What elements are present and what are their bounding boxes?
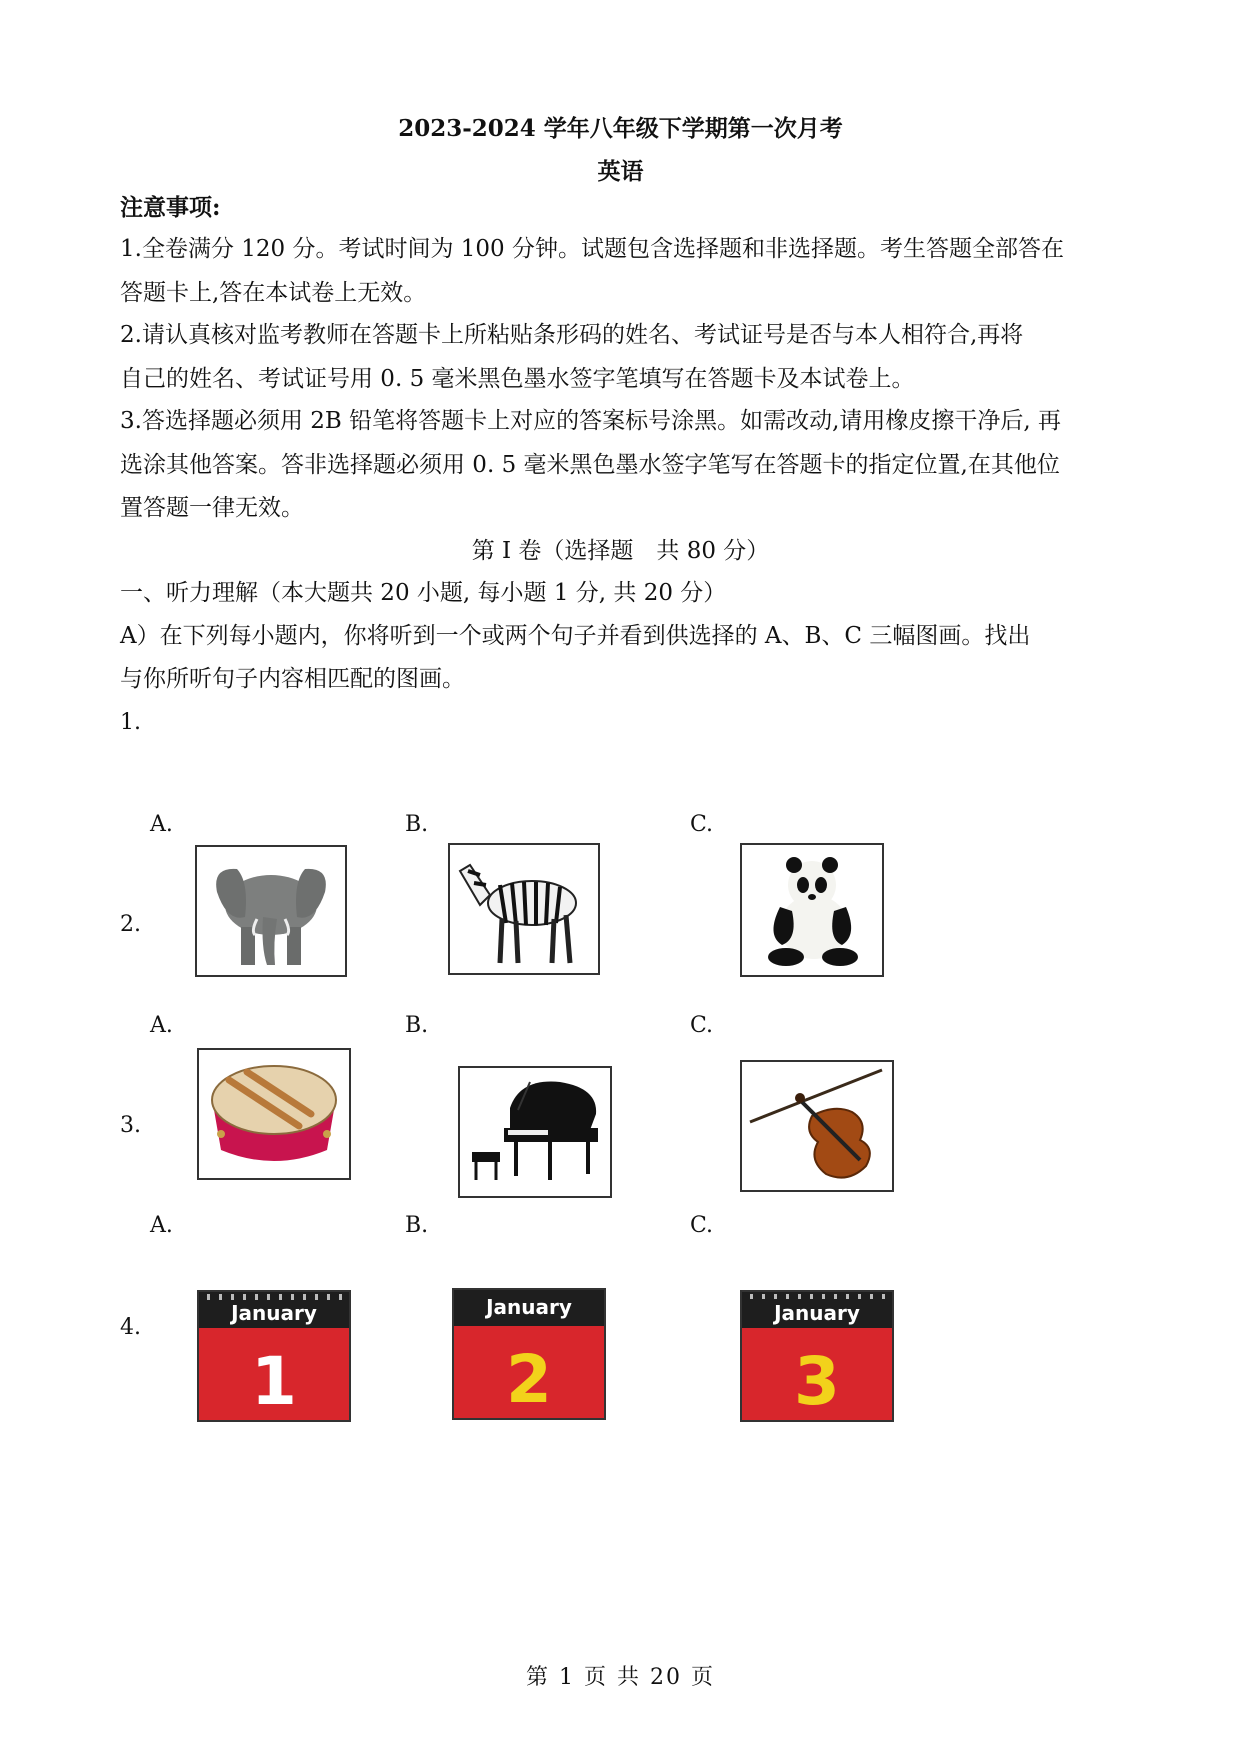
q2-option-a-label: A. <box>150 1013 173 1038</box>
calendar-2-image[interactable] <box>452 1288 606 1420</box>
notes-line-4: 自己的姓名、考试证号用 0. 5 毫米黑色墨水签字笔填写在答题卡及本试卷上。 <box>120 366 915 392</box>
exam-title: 2023-2024 学年八年级下学期第一次月考 <box>398 115 843 142</box>
panda-image[interactable] <box>740 843 884 977</box>
notes-line-2: 答题卡上,答在本试卷上无效。 <box>120 280 427 306</box>
notes-line-6: 选涂其他答案。答非选择题必须用 0. 5 毫米黑色墨水签字笔写在答题卡的指定位置,在其他位 <box>120 452 1060 478</box>
elephant-image[interactable] <box>195 845 347 977</box>
calendar-1-day: 1 <box>251 1343 297 1420</box>
question-4-number: 4. <box>120 1315 141 1340</box>
q1-option-a-label: A. <box>150 812 173 837</box>
q1-option-b-label: B. <box>405 812 429 837</box>
part1-heading: 一、听力理解（本大题共 20 小题, 每小题 1 分, 共 20 分） <box>120 580 727 606</box>
q1-option-c-label: C. <box>690 812 714 837</box>
notes-line-5: 3.答选择题必须用 2B 铅笔将答题卡上对应的答案标号涂黑。如需改动,请用橡皮擦干净后, 再 <box>120 408 1062 434</box>
q2-option-b-label: B. <box>405 1013 429 1038</box>
volume-heading: 第 I 卷（选择题 共 80 分） <box>471 538 770 564</box>
drum-image[interactable] <box>197 1048 351 1180</box>
page-footer: 第 1 页 共 20 页 <box>526 1665 715 1690</box>
calendar-2-month: January <box>486 1295 572 1319</box>
notes-line-1: 1.全卷满分 120 分。考试时间为 100 分钟。试题包含选择题和非选择题。考生答题全部答在 <box>120 236 1064 262</box>
calendar-1-month: January <box>231 1301 317 1325</box>
q3-option-c-label: C. <box>690 1213 714 1238</box>
instruction-line-2: 与你所听句子内容相匹配的图画。 <box>120 666 465 692</box>
q3-option-b-label: B. <box>405 1213 429 1238</box>
q2-option-c-label: C. <box>690 1013 714 1038</box>
zebra-image[interactable] <box>448 843 600 975</box>
calendar-2-day: 2 <box>506 1341 552 1418</box>
notes-line-7: 置答题一律无效。 <box>120 495 304 521</box>
question-3-number: 3. <box>120 1113 141 1138</box>
question-2-number: 2. <box>120 912 141 937</box>
instruction-line-1: A）在下列每小题内，你将听到一个或两个句子并看到供选择的 A、B、C 三幅图画。找出 <box>120 623 1031 649</box>
calendar-3-month: January <box>774 1301 860 1325</box>
question-1-number: 1. <box>120 710 141 735</box>
calendar-3-image[interactable] <box>740 1290 894 1422</box>
piano-image[interactable] <box>458 1066 612 1198</box>
notes-heading: 注意事项: <box>120 194 221 221</box>
notes-line-3: 2.请认真核对监考教师在答题卡上所粘贴条形码的姓名、考试证号是否与本人相符合,再将 <box>120 322 1024 348</box>
q3-option-a-label: A. <box>150 1213 173 1238</box>
violin-image[interactable] <box>740 1060 894 1192</box>
subject-title: 英语 <box>597 158 644 185</box>
calendar-1-image[interactable] <box>197 1290 351 1422</box>
calendar-3-day: 3 <box>794 1343 840 1420</box>
